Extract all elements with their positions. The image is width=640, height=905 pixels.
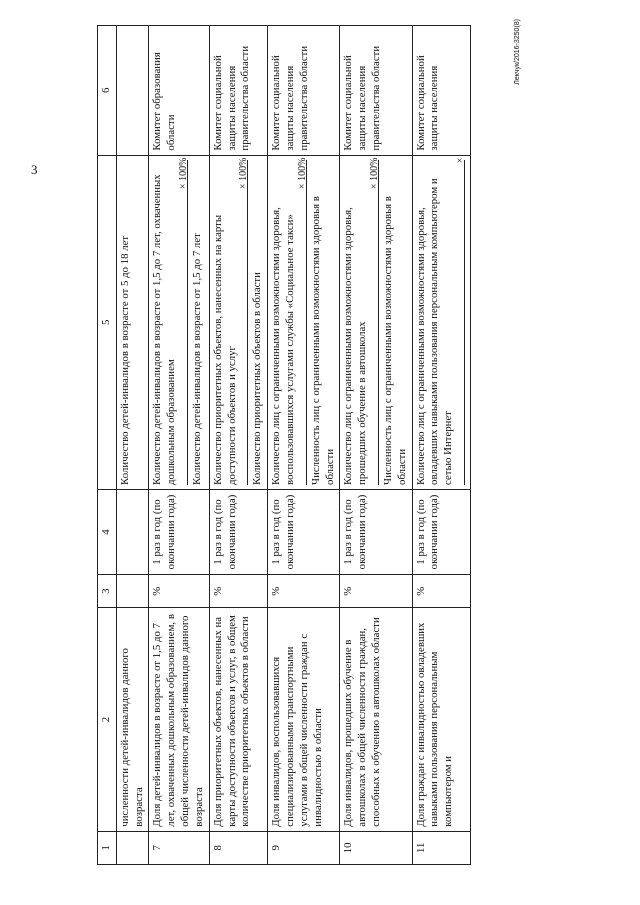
- indicator-cell: Доля приоритетных объектов, нанесенных на карты доступности объектов и услуг, в общем количестве приоритетных объектов в области: [209, 608, 267, 831]
- formula-denominator: Численность лиц с ограниченными возможностями здоровья в области: [309, 196, 336, 485]
- rotated-table-wrapper: [97, 19, 521, 865]
- formula-denominator: Количество детей-инвалидов в возрасте от 1,5 до 7 лет: [191, 233, 204, 485]
- times-symbol: × 100%: [178, 157, 190, 190]
- row-number: 8: [209, 831, 267, 864]
- responsible-cell: Комитет социальной защиты населения правительства области: [340, 26, 412, 156]
- header-col-2: 2: [98, 608, 117, 831]
- formula-denominator: Численность лиц с ограниченными возможностями здоровья в области: [382, 196, 408, 485]
- header-col-1: 1: [98, 831, 117, 864]
- fraction-line: [455, 157, 467, 485]
- formula-numerator: Количество лиц с ограниченными возможностями здоровья, прошедших обучение в автошколах: [342, 207, 369, 485]
- unit-cell: %: [340, 575, 412, 608]
- row-number: 9: [268, 831, 340, 864]
- document-id: Лекчук/2016-3250(8): [514, 19, 521, 85]
- fraction-line: [296, 157, 308, 485]
- indicator-cell: Доля детей-инвалидов в возрасте от 1,5 до 7 лет, охваченных дошкольным образованием, в общей численности детей-инвалидов данного возраста: [149, 608, 209, 831]
- formula-cell: [209, 155, 267, 489]
- responsible-cell: Комитет образования области: [149, 26, 209, 156]
- header-row: [98, 26, 117, 865]
- table-row: [412, 26, 470, 865]
- frequency-cell: 1 раз в год (по окончании года): [149, 489, 209, 574]
- unit-cell: %: [412, 575, 470, 608]
- unit-cell: %: [209, 575, 267, 608]
- times-symbol: × 100%: [296, 157, 308, 190]
- frequency-cell: 1 раз в год (по окончании года): [340, 489, 412, 574]
- responsible-cell: Комитет социальной защиты населения правительства области: [209, 26, 267, 156]
- row-number: 7: [149, 831, 209, 864]
- unit-cell: %: [149, 575, 209, 608]
- times-symbol: ×: [455, 157, 467, 164]
- indicator-cell: численности детей-инвалидов данного возраста: [116, 608, 149, 831]
- formula-numerator: Количество приоритетных объектов, нанесенных на карты доступности объектов и услуг: [211, 214, 238, 485]
- table-row: [268, 26, 340, 865]
- page-number: 3: [31, 162, 38, 177]
- formula-cell: [268, 155, 340, 489]
- responsible-cell: Комитет социальной защиты населения: [412, 26, 470, 156]
- formula-cell: [412, 155, 470, 489]
- frequency-cell: 1 раз в год (по окончании года): [209, 489, 267, 574]
- formula-numerator: Количество детей-инвалидов в возрасте от 1,5 до 7 лет, охваченных дошкольным образованием: [151, 174, 178, 485]
- formula-cell: [149, 155, 209, 489]
- row-number: 10: [340, 831, 412, 864]
- table-row: [209, 26, 267, 865]
- fraction-line: [238, 157, 250, 485]
- header-col-4: 4: [98, 489, 117, 574]
- row-number: 11: [412, 831, 470, 864]
- formula-numerator: Количество лиц с ограниченными возможностями здоровья, овладевших навыками пользования персональным компьютером и сетью Интернет: [414, 178, 455, 485]
- formula-cell: [340, 155, 412, 489]
- table-row-continuation: [116, 26, 149, 865]
- table-row: [149, 26, 209, 865]
- indicators-table: [97, 25, 471, 865]
- indicator-cell: Доля инвалидов, воспользовавшихся специализированными транспортными услугами в общей численности граждан с инвалидностью в области: [268, 608, 340, 831]
- formula-numerator: Количество лиц с ограниченными возможностями здоровья, воспользовавшихся услугами службы «Социальное такси»: [270, 207, 296, 485]
- frequency-cell: 1 раз в год (по окончании года): [412, 489, 470, 574]
- fraction-line: [369, 157, 380, 485]
- times-symbol: × 100%: [238, 157, 250, 190]
- table-row: [340, 26, 412, 865]
- responsible-cell: Комитет социальной защиты населения правительства области: [268, 26, 340, 156]
- indicator-cell: Доля инвалидов, прошедших обучение в автошколах в общей численности граждан, способных к обучению в автошколах области: [340, 608, 412, 831]
- formula-denominator: Количество приоритетных объектов в области: [251, 272, 264, 485]
- indicator-cell: Доля граждан с инвалидностью овладевших навыками пользования персональным компьютером и: [412, 608, 470, 831]
- unit-cell: %: [268, 575, 340, 608]
- formula-cell: Количество детей-инвалидов в возрасте от 5 до 18 лет: [116, 155, 149, 489]
- fraction-line: [178, 157, 190, 485]
- header-col-3: 3: [98, 575, 117, 608]
- times-symbol: × 100%: [369, 157, 380, 190]
- frequency-cell: 1 раз в год (по окончании года): [268, 489, 340, 574]
- header-col-5: 5: [98, 155, 117, 489]
- header-col-6: 6: [98, 26, 117, 156]
